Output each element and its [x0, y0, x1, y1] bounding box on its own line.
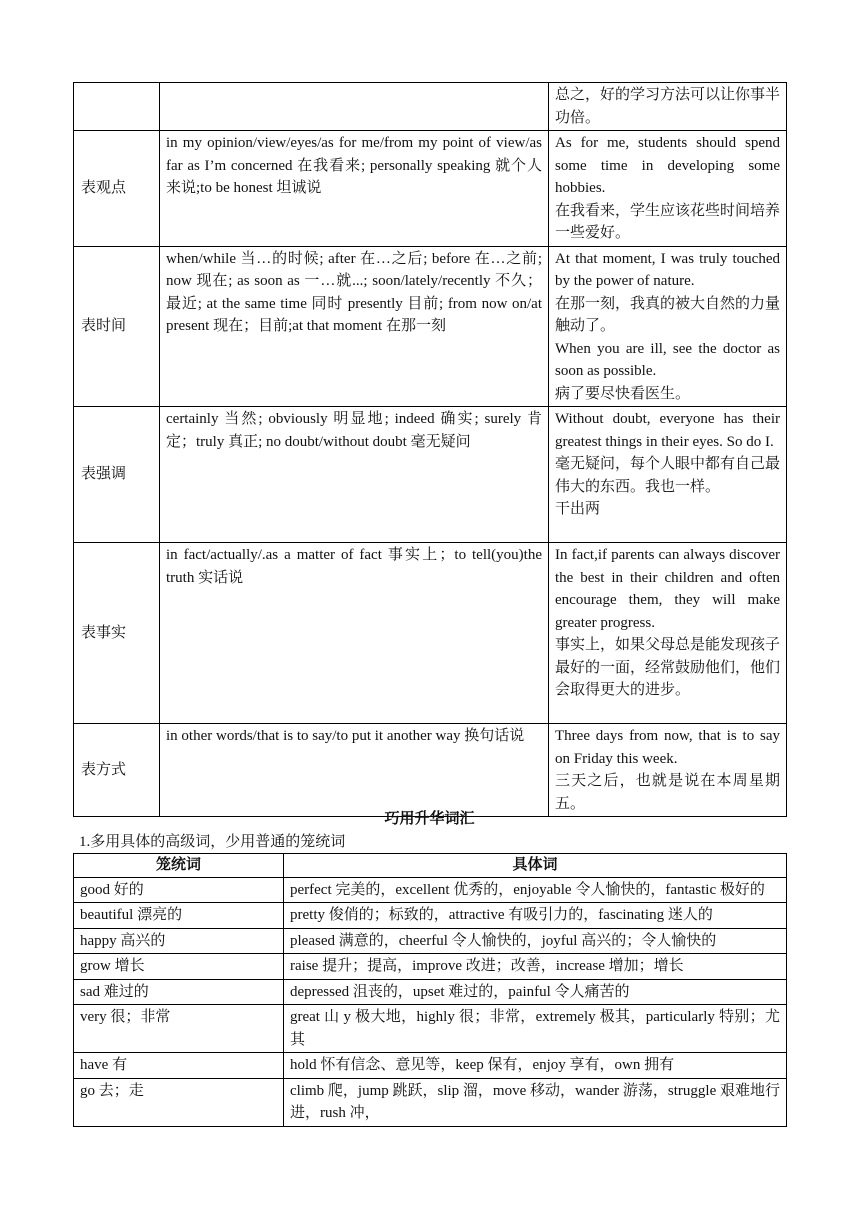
example-cell — [549, 407, 787, 543]
example-cell — [549, 543, 787, 724]
example-sentence: 在那一刻，我真的被大自然的力量触动了。 — [555, 295, 781, 334]
specific-words-cell: great 山 y 极大地，highly 很；非常，extremely 极其，particularly 特别；尤其 — [284, 1005, 787, 1053]
expressions-cell — [160, 83, 549, 131]
general-word-cell: grow 增长 — [74, 954, 284, 980]
example-sentence: Three days from now, that is to say on Friday this week. — [555, 728, 780, 767]
specific-words-cell: pretty 俊俏的；标致的，attractive 有吸引力的，fascinating 迷人的 — [284, 903, 787, 929]
expressions-row — [74, 543, 787, 724]
section-title: 巧用升华词汇 — [384, 811, 475, 827]
category-label: 表强调 — [74, 407, 160, 543]
expressions-row — [74, 246, 787, 407]
example-sentence: In fact,if parents can always discover the best in their children and often encourage them, they will make greater progress. — [555, 547, 780, 631]
example-sentence: 干出两 — [555, 501, 601, 517]
example-cell — [549, 724, 787, 817]
example-sentence: 在我看来，学生应该花些时间培养一些爱好。 — [555, 202, 781, 241]
expressions-row — [74, 83, 787, 131]
general-word-cell: go 去；走 — [74, 1078, 284, 1126]
header-specific-words: 具体词 — [284, 854, 787, 878]
specific-words-cell: perfect 完美的，excellent 优秀的，enjoyable 令人愉快的，fantastic 极好的 — [284, 877, 787, 903]
section-subtitle: 1.多用具体的高级词，少用普通的笼统词 — [79, 834, 346, 850]
expressions-cell: in other words/that is to say/to put it another way 换句话说 — [160, 724, 549, 817]
example-sentence: 事实上，如果父母总是能发现孩子最好的一面，经常鼓励他们，他们会取得更大的进步。 — [555, 637, 781, 698]
vocabulary-header-row — [74, 854, 787, 878]
vocabulary-row — [74, 1005, 787, 1053]
expressions-cell: certainly 当然; obviously 明显地; indeed 确实; surely 肯定；truly 真正; no doubt/without doubt 毫无疑问 — [160, 407, 549, 543]
example-sentence: Without doubt, everyone has their greatest things in their eyes. So do I. — [555, 411, 780, 450]
expressions-cell: in fact/actually/.as a matter of fact 事实上；to tell(you)the truth 实话说 — [160, 543, 549, 724]
general-word-cell: very 很；非常 — [74, 1005, 284, 1053]
example-cell — [549, 246, 787, 407]
expressions-row — [74, 407, 787, 543]
expressions-cell: when/while 当…的时候; after 在…之后; before 在…之前; now 现在; as soon as 一…就...; soon/lately/recently 不久；最近; at the same time 同时 presently 目前; from now on/at present 现在；目前;at that moment 在那一刻 — [160, 246, 549, 407]
example-cell — [549, 131, 787, 247]
specific-words-cell: hold 怀有信念、意见等，keep 保有，enjoy 享有，own 拥有 — [284, 1053, 787, 1079]
vocabulary-row — [74, 903, 787, 929]
vocabulary-row — [74, 954, 787, 980]
example-sentence: 病了要尽快看医生。 — [555, 385, 691, 402]
general-word-cell: sad 难过的 — [74, 979, 284, 1005]
specific-words-cell: climb 爬，jump 跳跃，slip 溜，move 移动，wander 游荡，struggle 艰难地行进，rush 冲， — [284, 1078, 787, 1126]
example-cell — [549, 83, 787, 131]
header-general-words: 笼统词 — [74, 854, 284, 878]
category-label — [74, 83, 160, 131]
vocabulary-row — [74, 928, 787, 954]
vocabulary-row — [74, 1078, 787, 1126]
example-sentence: 三天之后，也就是说在本周星期五。 — [555, 773, 780, 812]
example-sentence: 毫无疑问，每个人眼中都有自己最伟大的东西。我也一样。 — [555, 456, 781, 495]
expressions-row — [74, 131, 787, 247]
expressions-table-body — [74, 83, 787, 817]
example-sentence: As for me, students should spend some time in developing some hobbies. — [555, 135, 780, 196]
example-sentence: 总之，好的学习方法可以让你事半功倍。 — [555, 87, 781, 126]
specific-words-cell: pleased 满意的，cheerful 令人愉快的，joyful 高兴的；令人愉快的 — [284, 928, 787, 954]
vocabulary-row — [74, 877, 787, 903]
specific-words-cell: depressed 沮丧的，upset 难过的，painful 令人痛苦的 — [284, 979, 787, 1005]
general-word-cell: beautiful 漂亮的 — [74, 903, 284, 929]
category-label: 表方式 — [74, 724, 160, 817]
vocabulary-table — [73, 853, 787, 1127]
general-word-cell: happy 高兴的 — [74, 928, 284, 954]
vocabulary-row — [74, 1053, 787, 1079]
general-word-cell: good 好的 — [74, 877, 284, 903]
example-sentence: When you are ill, see the doctor as soon as possible. — [555, 340, 780, 379]
vocabulary-row — [74, 979, 787, 1005]
specific-words-cell: raise 提升；提高，improve 改进；改善，increase 增加；增长 — [284, 954, 787, 980]
expressions-row — [74, 724, 787, 817]
category-label: 表时间 — [74, 246, 160, 407]
general-word-cell: have 有 — [74, 1053, 284, 1079]
category-label: 表观点 — [74, 131, 160, 247]
category-label: 表事实 — [74, 543, 160, 724]
expressions-cell: in my opinion/view/eyes/as for me/from my point of view/as far as I’m concerned 在我看来; personally speaking 就个人来说;to be honest 坦诚说 — [160, 131, 549, 247]
expressions-table — [73, 82, 787, 817]
example-sentence: At that moment, I was truly touched by the power of nature. — [555, 250, 780, 289]
vocabulary-table-body — [74, 877, 787, 1126]
